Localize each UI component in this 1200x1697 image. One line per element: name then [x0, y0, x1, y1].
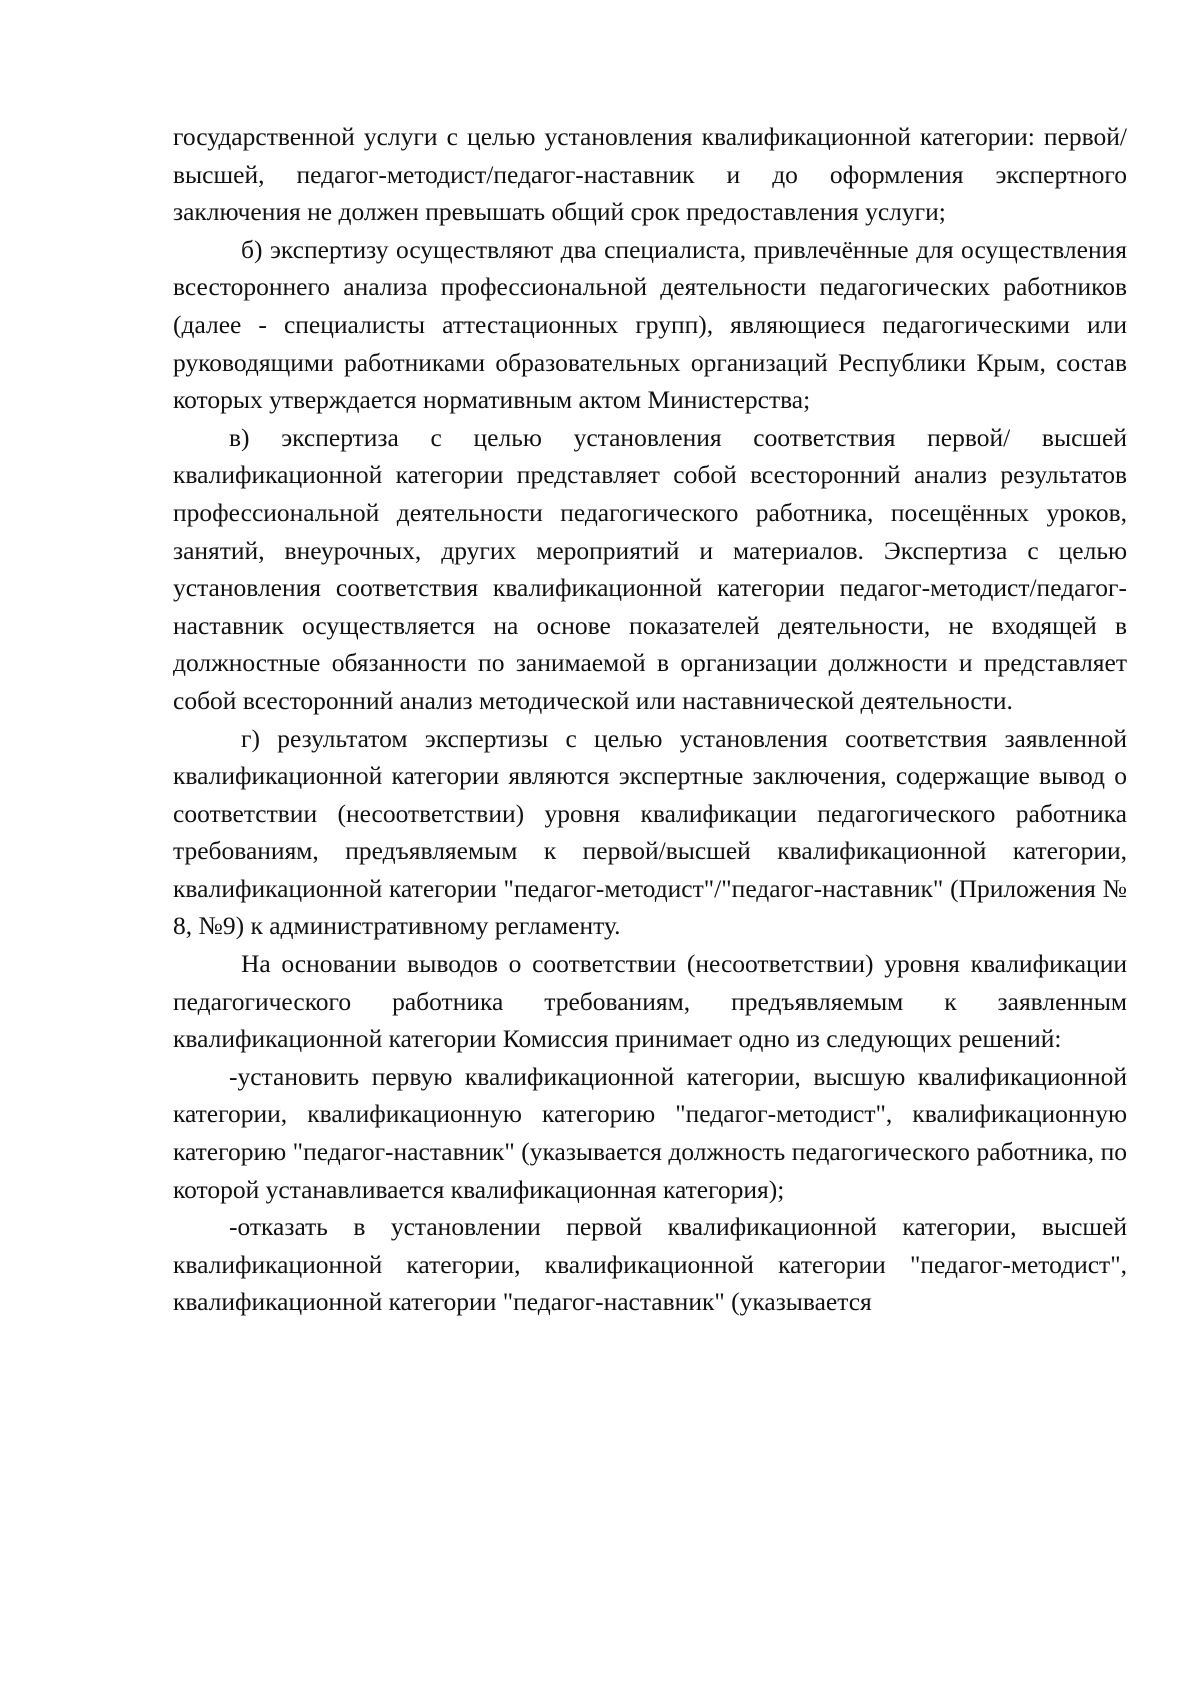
paragraph-b: б) экспертизу осуществляют два специалиста, привлечённые для осуществления всестороннего анализа профессиональной деятельности педагогических работников (далее - специалисты аттестационных групп), являющиеся педагогическими или руководящими работниками образовательных организаций Республики Крым, состав которых утверждается нормативным актом Министерства; — [173, 234, 1127, 415]
paragraph-decision-establish: -установить первую квалификационной категории, высшую квалификационной категории, квалификационную категорию "педагог-методист", квалификационную категорию "педагог-наставник" (указывается должность педагогического работника, по которой устанавливается квалификационная категория); — [173, 1061, 1127, 1204]
paragraph-continuation: государственной услуги с целью установления квалификационной категории: первой/высшей, педагог-методист/педагог-наставник и до оформления экспертного заключения не должен превышать общий срок предоставления услуги; — [173, 122, 1127, 227]
paragraph-decision-refuse: -отказать в установлении первой квалификационной категории, высшей квалификационной категории, квалификационной категории "педагог-методист", квалификационной категории "педагог-наставник" (указывается — [173, 1212, 1127, 1317]
paragraph-v: в) экспертиза с целью установления соответствия первой/ высшей квалификационной категории представляет собой всесторонний анализ результатов профессиональной деятельности педагогического работника, посещённых уроков, занятий, внеурочных, других мероприятий и материалов. Экспертиза с целью установления соответствия квалификационной категории педагог-методист/педагог-наставник осуществляется на основе показателей деятельности, не входящей в должностные обязанности по занимаемой в организации должности и представляет собой всесторонний анализ методической или наставнической деятельности. — [173, 422, 1127, 715]
paragraph-g: г) результатом экспертизы с целью установления соответствия заявленной квалификационной категории являются экспертные заключения, содержащие вывод о соответствии (несоответствии) уровня квалификации педагогического работника требованиям, предъявляемым к первой/высшей квалификационной категории, квалификационной категории "педагог-методист"/"педагог-наставник" (Приложения № 8, №9) к административному регламенту. — [173, 723, 1127, 941]
document-body — [173, 118, 1127, 1321]
paragraph-decisions-intro: На основании выводов о соответствии (несоответствии) уровня квалификации педагогического работника требованиям, предъявляемым к заявленным квалификационной категории Комиссия принимает одно из следующих решений: — [173, 949, 1127, 1054]
